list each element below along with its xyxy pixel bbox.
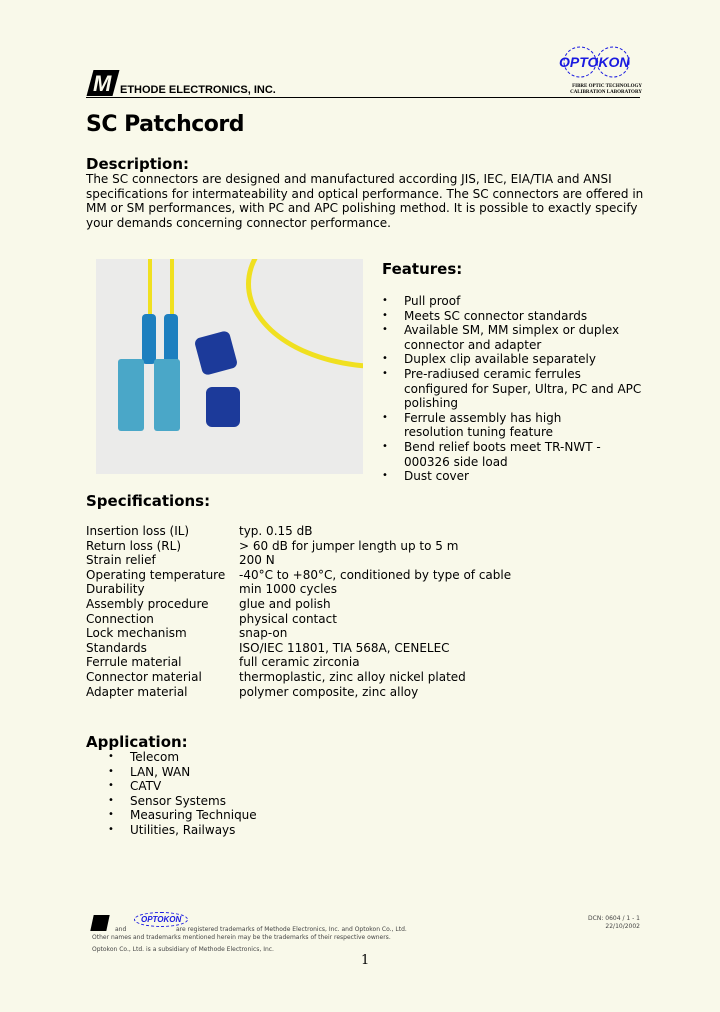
footer-methode-logo [90, 915, 109, 931]
feature-item: • Pre-radiused ceramic ferrules configured for Super, Ultra, PC and APC polishing [382, 367, 647, 411]
features-heading: Features: [382, 260, 463, 278]
spec-row [86, 597, 511, 612]
spec-label: Ferrule material [86, 655, 182, 670]
header-rule [86, 97, 640, 98]
application-list [108, 750, 257, 838]
spec-label: Adapter material [86, 684, 188, 699]
description-heading: Description: [86, 155, 190, 173]
footer-trademarks: are registered trademarks of Methode Electronics, Inc. and Optokon Co., Ltd. [176, 926, 407, 933]
application-item: • LAN, WAN [108, 765, 257, 780]
application-item: • Utilities, Railways [108, 823, 257, 838]
footer-subsidiary: Optokon Co., Ltd. is a subsidiary of Methode Electronics, Inc. [92, 946, 274, 953]
spec-row [86, 612, 511, 627]
application-heading: Application: [86, 733, 188, 751]
spec-value: 200 N [239, 553, 275, 568]
spec-label: Connector material [86, 669, 202, 684]
spec-label: Connection [86, 611, 154, 626]
company-name: ETHODE ELECTRONICS, INC. [120, 84, 276, 96]
spec-row [86, 670, 511, 685]
page-number: 1 [361, 953, 370, 968]
spec-value: ISO/IEC 11801, TIA 568A, CENELEC [239, 640, 450, 655]
spec-row [86, 568, 511, 583]
feature-item: • Pull proof [382, 294, 647, 309]
spec-value: physical contact [239, 611, 337, 626]
spec-label: Strain relief [86, 553, 156, 568]
spec-value: thermoplastic, zinc alloy nickel plated [239, 669, 466, 684]
doc-date: 22/10/2002 [605, 923, 640, 930]
spec-row [86, 626, 511, 641]
spec-label: Lock mechanism [86, 626, 187, 641]
spec-label: Insertion loss (IL) [86, 524, 190, 538]
spec-row [86, 539, 511, 554]
spec-row [86, 524, 511, 539]
specifications-heading: Specifications: [86, 492, 211, 510]
application-item: • CATV [108, 779, 257, 794]
spec-value: typ. 0.15 dB [239, 524, 313, 538]
features-list [382, 294, 647, 484]
spec-row [86, 641, 511, 656]
methode-logo: M [86, 70, 118, 96]
application-item: • Sensor Systems [108, 794, 257, 809]
footer-others: Other names and trademarks mentioned herein may be the trademarks of their respective owners. [92, 934, 391, 941]
document-page: M ETHODE ELECTRONICS, INC. OPTOKON FIBRE OPTIC TECHNOLOGY CALIBRATION LABORATORY SC Patchcord Description: The SC connectors are designed and manufactured according JIS, IEC, EIA/TIA and ANSI specifications for intermateability and optical performance. The SC connectors are offered in MM or SM performances, with PC and APC polishing method. It is possible to exactly specify your demands concerning connector performance. Features: • Pull proof • Meets SC connector standards • Available SM, MM simplex or duplex connector and adapter • Duplex clip available separately • Pre-radiused ceramic ferrules configured for Super, Ultra, PC and APC polishing • Ferrule assembly has high resolution tuning feature • Bend relief boots meet TR-NWT - 000326 side load • Dust cover Specifications: Insertion loss (IL) typ. 0.15 dB Return loss (RL) > 60 dB for jumper length up to 5 m Strain relief 200 N Operating temperature -40°C to +80°C, conditioned by type of cable Durability min 1000 cycles Assembly procedure glue and polish Connection physical contact Lock mechanism snap-on Standards ISO/IEC 11801, TIA 568A, CENELEC Ferrule material full ceramic zirconia Connector material thermoplastic, zinc alloy nickel plated Adapter material polymer composite, zinc alloy Application: • Telecom • LAN, WAN • CATV • Sensor Systems • Measuring Technique • Utilities, Railways and OPTOKON are registered trademarks of Methode Electronics, Inc. and Optokon Co., Ltd. Other names and trademarks mentioned herein may be the trademarks of their respective owners. Optokon Co., Ltd. is a subsidiary of Methode Electronics, Inc. DCN: 0604 / 1 - 1 22/10/2002 1 [0, 0, 720, 1012]
spec-label: Assembly procedure [86, 596, 209, 611]
feature-item: • Dust cover [382, 469, 647, 484]
spec-row [86, 582, 511, 597]
partner-tagline-2: CALIBRATION LABORATORY [570, 90, 642, 95]
page-title: SC Patchcord [86, 112, 245, 137]
spec-label: Durability [86, 582, 145, 597]
feature-item: • Ferrule assembly has high resolution tuning feature [382, 411, 624, 440]
feature-item: • Bend relief boots meet TR-NWT - 000326 side load [382, 440, 636, 469]
description-text: The SC connectors are designed and manufactured according JIS, IEC, EIA/TIA and ANSI specifications for intermateability and optical performance. The SC connectors are offered in MM or SM performances, with PC and APC polishing method. It is possible to exactly specify your demands concerning connector performance. [86, 172, 644, 230]
spec-label: Standards [86, 640, 147, 655]
spec-row [86, 655, 511, 670]
spec-value: > 60 dB for jumper length up to 5 m [239, 538, 459, 553]
spec-row [86, 685, 511, 700]
spec-label: Return loss (RL) [86, 538, 182, 553]
feature-item: • Duplex clip available separately [382, 352, 647, 367]
footer-optokon-logo: OPTOKON [134, 912, 188, 927]
partner-tagline-1: FIBRE OPTIC TECHNOLOGY [572, 84, 642, 89]
spec-row [86, 553, 511, 568]
spec-value: glue and polish [239, 596, 331, 611]
spec-value: polymer composite, zinc alloy [239, 684, 419, 699]
doc-code: DCN: 0604 / 1 - 1 [588, 915, 640, 922]
application-item: • Telecom [108, 750, 257, 765]
spec-value: snap-on [239, 626, 288, 641]
optokon-logo: OPTOKON [555, 44, 645, 80]
feature-item: • Available SM, MM simplex or duplex connector and adapter [382, 323, 647, 352]
application-item: • Measuring Technique [108, 808, 257, 823]
product-photo [96, 259, 363, 474]
spec-value: full ceramic zirconia [239, 655, 360, 670]
spec-value: -40°C to +80°C, conditioned by type of cable [239, 567, 512, 582]
spec-value: min 1000 cycles [239, 582, 338, 597]
specifications-table [86, 524, 511, 699]
feature-item: • Meets SC connector standards [382, 309, 647, 324]
spec-label: Operating temperature [86, 567, 226, 582]
